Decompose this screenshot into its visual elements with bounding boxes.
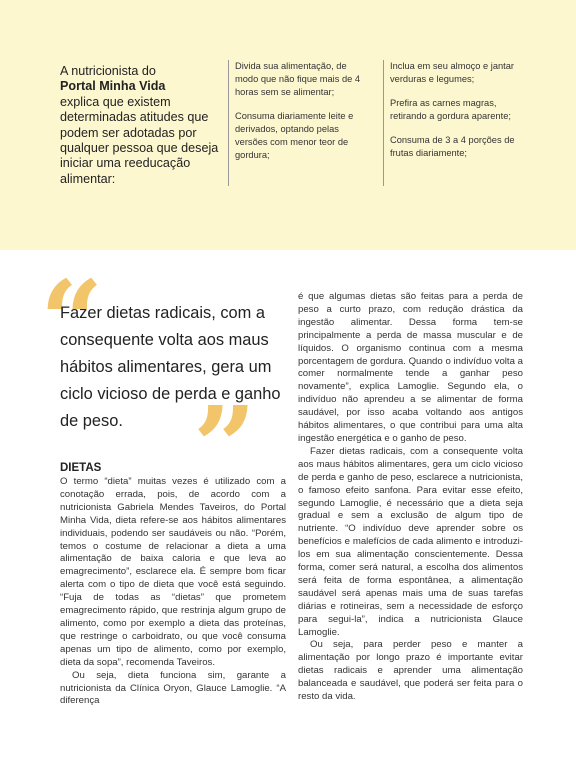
tip-item: Divida sua alimentação, de modo que não fique mais de 4 horas sem se alimentar; [235,61,361,97]
intro-text [60,64,220,187]
section-heading: DIETAS [60,462,102,474]
tip-item: Consuma de 3 a 4 porções de frutas diariamente; [390,135,515,158]
intro-rest: explica que existem determinadas atitudes que podem ser adotadas por qualquer pessoa que deseja iniciar uma reeducação alimentar: [60,94,219,186]
tips-column-1 [228,60,370,186]
intro-line1: A nutricionista do [60,64,156,78]
tips-column-2 [383,60,525,186]
article-column-right [298,291,523,704]
article-paragraph: O termo “dieta” muitas vezes é utilizado com a conotação errada, pois, de acordo com a nutricionista Gabriela Mendes Taveiros, do Portal Minha Vida, dieta refere-se aos hábitos alimentares individuais, podendo ser saudáveis ou não. “Porém, temos o costume de relacionar a dieta a uma alimentação de baixa caloria e que leva ao emagrecimento”, esclarece ela. É sempre bom ficar alerta com o tipo de dieta que você está seguindo. “Fuja de todas as “dietas” que prometem emagrecimento rápido, que restrinja algum grupo de alimento, como por exemplo a dieta das proteínas, que restringe o carboidrato, ou que você consuma apenas um tipo de alimento, como por exemplo, dieta da sopa”, recomenda Taveiros. [60,476,286,668]
article-column-left [60,461,286,708]
article-paragraph: Ou seja, para perder peso e manter a alimentação por longo prazo é importante evitar dietas radicais e aprender uma alimentação balanceada e saudável, que poderá ser feita para o resto da vida. [298,639,523,703]
tip-item: Inclua em seu almoço e jantar verduras e legumes; [390,61,515,84]
tip-item: Consuma diariamente leite e derivados, optando pelas versões com menor teor de gordura; [235,111,354,160]
article-paragraph: Ou seja, dieta funciona sim, garante a nutricionista da Clínica Oryon, Glauce Lamoglie. “A diferença [60,669,286,707]
portal-name: Portal Minha Vida [60,79,166,94]
article-paragraph: é que algumas dietas são feitas para a perda de peso a curto prazo, com redução drástica da ingestão alimentar. Dessa forma tem-se principalmente a perda de massa muscular e de líquidos. O organismo continua com a mesma porcentagem de gordura. Quando o indivíduo volta a comer normalmente tende a ganhar peso novamente”, explica Lamoglie. Segundo ela, o indivíduo não aprendeu a se alimentar de forma saudável, por isso acaba voltando aos antigos hábitos alimentares, o que contribui para uma alta ingestão energética e o ganho de peso. [298,291,523,444]
open-quote-icon: “ [40,256,104,385]
article-paragraph: Fazer dietas radicais, com a consequente volta aos maus hábitos alimentares, gera um ciclo vicioso de perda e ganho de peso, esclarece a nutricionista, o famoso efeito sanfona. Para evitar esse efeito, segundo Lamoglie, é necessário que a dieta seja gradual e sem a exclusão de algum tipo de nutriente. “O indivíduo deve aprender sobre os benefícios e malefícios de cada alimento e introduzi-los em sua alimentação conscientemente. Dessa forma, comer será natural, a escolha dos alimentos será feita de forma espontânea, a alimentação saudável será apenas mais uma de suas tarefas diárias e rotineiras, sem a necessidade de esforço para segui-la”, indica a nutricionista Glauce Lamoglie. [298,445,523,638]
pull-quote: Fazer dietas radicais, com a consequente volta aos maus hábitos alimentares, gera um ciclo vicioso de perda e ganho de peso. [60,304,281,430]
tips-panel [0,0,576,250]
close-quote-icon: ” [193,382,257,511]
tip-item: Prefira as carnes magras, retirando a gordura aparente; [390,98,511,121]
